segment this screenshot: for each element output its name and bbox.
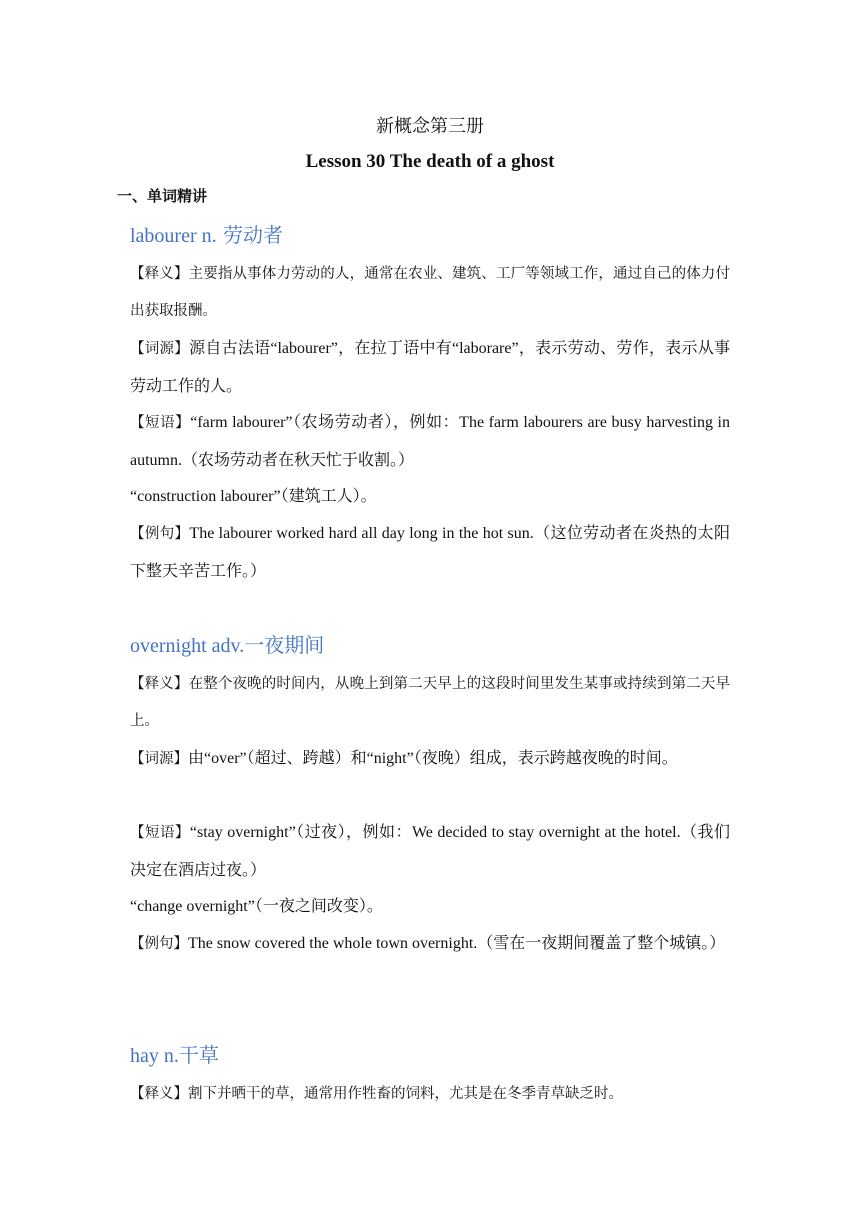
example-label: 【例句】 bbox=[130, 526, 190, 542]
headword-text: labourer n. bbox=[130, 225, 217, 247]
etymology-label: 【词源】 bbox=[130, 751, 188, 767]
definition-text: 在整个夜晚的时间内，从晚上到第二天早上的这段时间里发生某事或持续到第二天早上。 bbox=[130, 676, 731, 729]
phrase-text: “change overnight”（一夜之间改变）。 bbox=[130, 898, 383, 915]
entry-headword-overnight bbox=[130, 632, 324, 659]
definition-label: 【释义】 bbox=[130, 1086, 188, 1102]
example-paragraph bbox=[130, 925, 730, 963]
headword-meaning: 劳动者 bbox=[216, 223, 283, 247]
phrase-continuation bbox=[130, 478, 730, 516]
etymology-text: 由“over”（超过、跨越）和“night”（夜晚）组成，表示跨越夜晚的时间。 bbox=[188, 750, 678, 767]
phrase-label: 【短语】 bbox=[130, 825, 190, 841]
phrase-paragraph bbox=[130, 814, 730, 890]
example-text: The labourer worked hard all day long in the hot sun.（这位劳动者在炎热的太阳下整天辛苦工作。） bbox=[130, 525, 730, 580]
phrase-text: “farm labourer”（农场劳动者），例如：The farm labourers are busy harvesting in autumn.（农场劳动者在秋天忙于收割。） bbox=[130, 414, 730, 469]
etymology-text: 源自古法语“labourer”，在拉丁语中有“laborare”，表示劳动、劳作，表示从事劳动工作的人。 bbox=[130, 340, 731, 395]
entry-headword-hay bbox=[130, 1042, 219, 1069]
book-title: 新概念第三册 bbox=[376, 116, 484, 137]
phrase-text: “stay overnight”（过夜），例如：We decided to stay overnight at the hotel.（我们决定在酒店过夜。） bbox=[130, 824, 730, 879]
phrase-continuation bbox=[130, 888, 730, 926]
definition-text: 割下并晒干的草，通常用作牲畜的饲料，尤其是在冬季青草缺乏时。 bbox=[188, 1086, 623, 1102]
definition-paragraph bbox=[130, 666, 730, 740]
definition-label: 【释义】 bbox=[130, 266, 189, 282]
lesson-title: Lesson 30 The death of a ghost bbox=[305, 151, 555, 172]
headword-meaning: 一夜期间 bbox=[244, 633, 325, 657]
definition-label: 【释义】 bbox=[130, 676, 189, 692]
definition-paragraph bbox=[130, 256, 730, 330]
example-label: 【例句】 bbox=[130, 936, 188, 952]
etymology-label: 【词源】 bbox=[130, 341, 190, 357]
definition-paragraph bbox=[130, 1076, 730, 1113]
example-text: The snow covered the whole town overnight.（雪在一夜期间覆盖了整个城镇。） bbox=[188, 935, 726, 952]
definition-text: 主要指从事体力劳动的人，通常在农业、建筑、工厂等领域工作，通过自己的体力付出获取报酬。 bbox=[130, 266, 731, 319]
phrase-paragraph bbox=[130, 404, 730, 480]
etymology-paragraph bbox=[130, 740, 730, 778]
headword-text: hay n. bbox=[130, 1045, 179, 1067]
phrase-text: “construction labourer”（建筑工人）。 bbox=[130, 488, 377, 505]
section-heading: 一、单词精讲 bbox=[117, 187, 208, 205]
headword-meaning: 干草 bbox=[178, 1043, 219, 1067]
headword-text: overnight adv. bbox=[130, 635, 245, 657]
example-paragraph bbox=[130, 515, 730, 591]
phrase-label: 【短语】 bbox=[130, 415, 191, 431]
etymology-paragraph bbox=[130, 330, 730, 406]
entry-headword-labourer bbox=[130, 222, 283, 249]
